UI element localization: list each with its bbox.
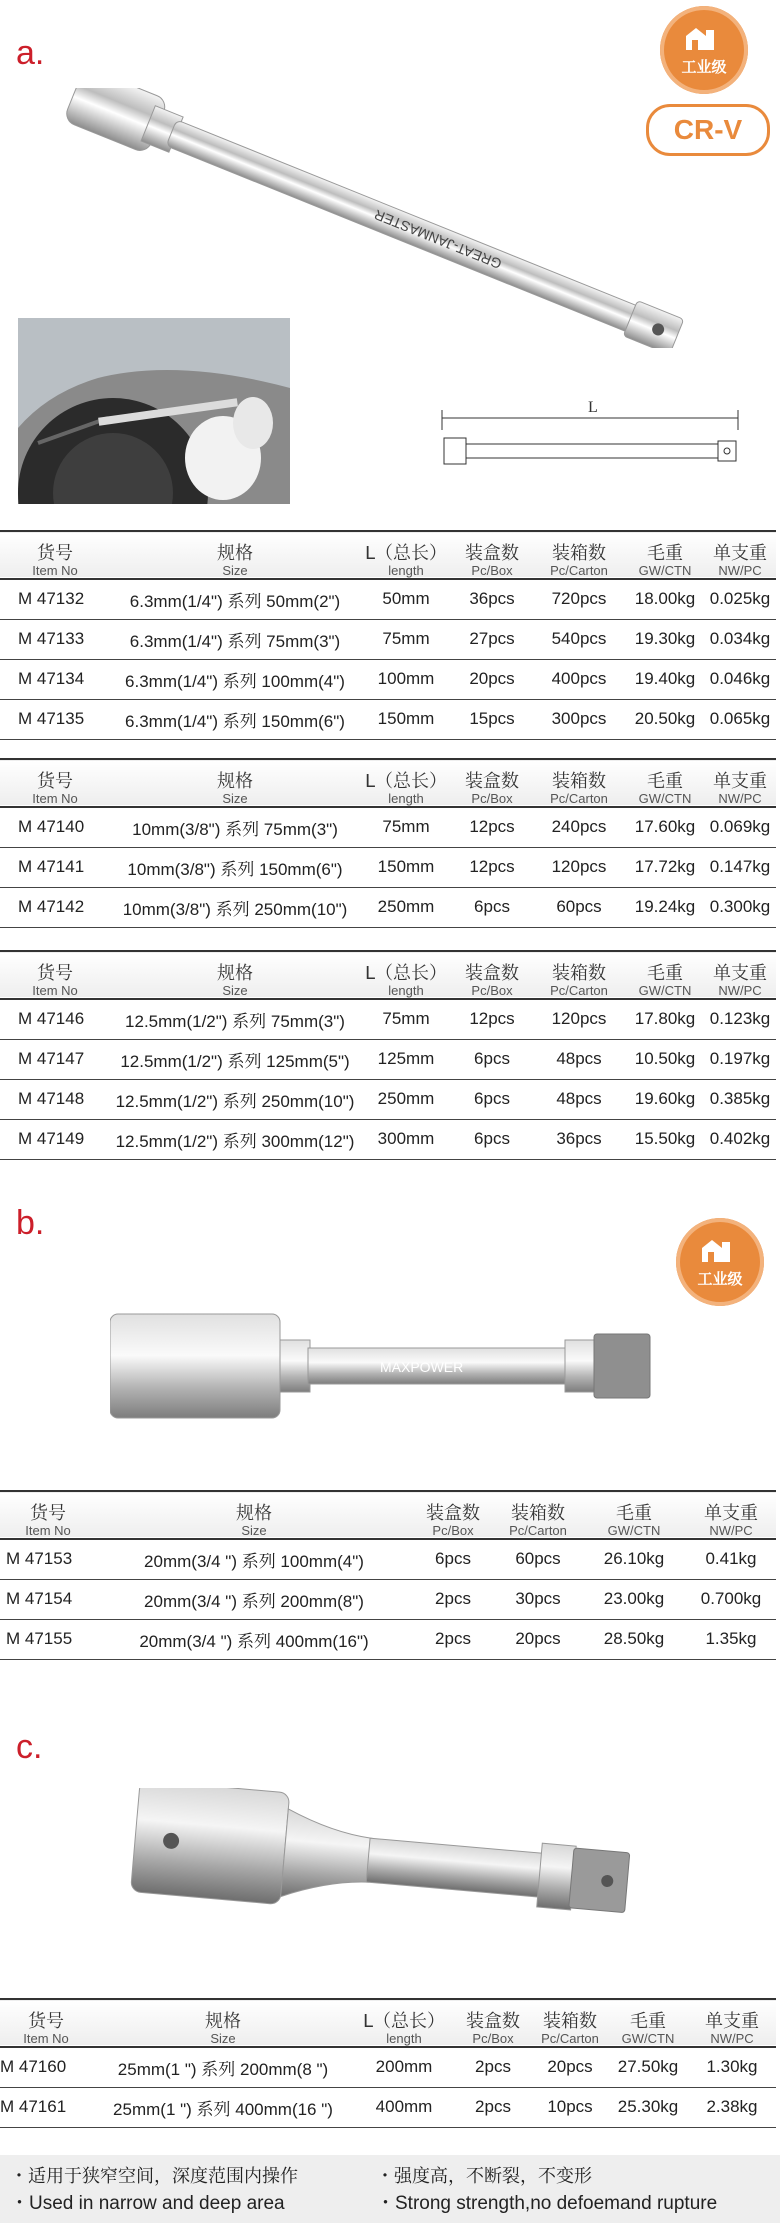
header-length: L（总长） length	[364, 543, 448, 579]
header-item-no: 货号 Item No	[32, 963, 78, 999]
spec-table-a2	[0, 758, 776, 928]
badge-label: 工业级	[697, 1270, 743, 1288]
table-row: M 47147 12.5mm(1/2") 系列 125mm(5") 125mm 6pcs 48pcs 10.50kg 0.197kg	[0, 1039, 776, 1079]
header-pc-box: 装盒数 Pc/Box	[465, 771, 519, 807]
header-pc-carton: 装箱数 Pc/Carton	[550, 543, 608, 579]
header-size: 规格 Size	[217, 963, 253, 999]
header-pc-carton: 装箱数 Pc/Carton	[509, 1503, 567, 1539]
header-pc-box: 装盒数 Pc/Box	[426, 1503, 480, 1539]
header-nw: 单支重 NW/PC	[713, 771, 767, 807]
header-size: 规格 Size	[205, 2011, 241, 2047]
header-gw: 毛重 GW/CTN	[638, 963, 692, 999]
header-pc-carton: 装箱数 Pc/Carton	[541, 2011, 599, 2047]
header-pc-box: 装盒数 Pc/Box	[465, 963, 519, 999]
header-gw: 毛重 GW/CTN	[638, 771, 692, 807]
extension-bar-image-c	[130, 1788, 650, 1938]
header-length: L（总长） length	[364, 963, 448, 999]
spec-table-a3	[0, 950, 776, 1160]
section-letter-b: b.	[16, 1204, 45, 1242]
table-row: M 47146 12.5mm(1/2") 系列 75mm(3") 75mm 12pcs 120pcs 17.80kg 0.123kg	[0, 999, 776, 1039]
feature-right-cn: ・强度高，不断裂，不变形	[376, 2166, 592, 2187]
header-item-no: 货号 Item No	[32, 543, 78, 579]
dimension-diagram	[440, 398, 740, 470]
table-row: M 47155 20mm(3/4 ") 系列 400mm(16") 2pcs 20pcs 28.50kg 1.35kg	[0, 1619, 776, 1659]
spec-table-b	[0, 1490, 776, 1660]
table-row: M 47160 25mm(1 ") 系列 200mm(8 ") 200mm 2pcs 20pcs 27.50kg 1.30kg	[0, 2047, 776, 2087]
feature-right-en: ・Strong strength,no defoemand rupture	[376, 2193, 718, 2214]
spec-table-a1	[0, 530, 776, 740]
table-row: M 47135 6.3mm(1/4") 系列 150mm(6") 150mm 15pcs 300pcs 20.50kg 0.065kg	[0, 699, 776, 739]
header-length: L（总长） length	[362, 2011, 446, 2047]
header-size: 规格 Size	[217, 771, 253, 807]
spec-table-c	[0, 1998, 776, 2128]
table-row: M 47132 6.3mm(1/4") 系列 50mm(2") 50mm 36pcs 720pcs 18.00kg 0.025kg	[0, 579, 776, 619]
header-pc-box: 装盒数 Pc/Box	[465, 543, 519, 579]
feature-right	[376, 2162, 717, 2215]
table-row: M 47142 10mm(3/8") 系列 250mm(10") 250mm 6pcs 60pcs 19.24kg 0.300kg	[0, 887, 776, 927]
table-row: M 47133 6.3mm(1/4") 系列 75mm(3") 75mm 27pcs 540pcs 19.30kg 0.034kg	[0, 619, 776, 659]
extension-bar-image-a	[60, 88, 710, 348]
table-row: M 47154 20mm(3/4 ") 系列 200mm(8") 2pcs 30pcs 23.00kg 0.700kg	[0, 1579, 776, 1619]
feature-left	[10, 2162, 298, 2215]
header-nw: 单支重 NW/PC	[713, 963, 767, 999]
header-gw: 毛重 GW/CTN	[638, 543, 692, 579]
table-row: M 47141 10mm(3/8") 系列 150mm(6") 150mm 12pcs 120pcs 17.72kg 0.147kg	[0, 847, 776, 887]
extension-bar-image-b	[110, 1306, 660, 1426]
table-row: M 47153 20mm(3/4 ") 系列 100mm(4") 6pcs 60pcs 26.10kg 0.41kg	[0, 1539, 776, 1579]
header-size: 规格 Size	[236, 1503, 272, 1539]
feature-left-en: ・Used in narrow and deep area	[10, 2193, 285, 2214]
industrial-grade-badge	[660, 6, 748, 94]
section-letter-a: a.	[16, 34, 45, 72]
header-length: L（总长） length	[364, 771, 448, 807]
dimension-label: L	[588, 399, 598, 416]
factory-icon	[684, 24, 724, 52]
table-row: M 47148 12.5mm(1/2") 系列 250mm(10") 250mm 6pcs 48pcs 19.60kg 0.385kg	[0, 1079, 776, 1119]
factory-icon	[700, 1236, 740, 1264]
header-item-no: 货号 Item No	[32, 771, 78, 807]
header-nw: 单支重 NW/PC	[704, 1503, 758, 1539]
table-row: M 47140 10mm(3/8") 系列 75mm(3") 75mm 12pcs 240pcs 17.60kg 0.069kg	[0, 807, 776, 847]
industrial-grade-badge	[676, 1218, 764, 1306]
crv-label: CR-V	[646, 104, 770, 156]
bar-engraving-b: MAXPOWER	[380, 1359, 464, 1375]
header-item-no: 货号 Item No	[25, 1503, 71, 1539]
usage-photo	[18, 318, 290, 504]
header-nw: 单支重 NW/PC	[713, 543, 767, 579]
badge-label: 工业级	[681, 58, 727, 76]
table-row: M 47161 25mm(1 ") 系列 400mm(16 ") 400mm 2pcs 10pcs 25.30kg 2.38kg	[0, 2087, 776, 2127]
header-gw: 毛重 GW/CTN	[621, 2011, 675, 2047]
header-pc-box: 装盒数 Pc/Box	[466, 2011, 520, 2047]
header-size: 规格 Size	[217, 543, 253, 579]
header-pc-carton: 装箱数 Pc/Carton	[550, 963, 608, 999]
bar-engraving-a: GREAT-JANMASTER	[371, 206, 504, 273]
header-item-no: 货号 Item No	[23, 2011, 69, 2047]
table-row: M 47134 6.3mm(1/4") 系列 100mm(4") 100mm 20pcs 400pcs 19.40kg 0.046kg	[0, 659, 776, 699]
table-row: M 47149 12.5mm(1/2") 系列 300mm(12") 300mm 6pcs 36pcs 15.50kg 0.402kg	[0, 1119, 776, 1159]
header-pc-carton: 装箱数 Pc/Carton	[550, 771, 608, 807]
header-nw: 单支重 NW/PC	[705, 2011, 759, 2047]
feature-left-cn: ・适用于狭窄空间，深度范围内操作	[10, 2166, 298, 2187]
header-gw: 毛重 GW/CTN	[607, 1503, 661, 1539]
section-letter-c: c.	[16, 1728, 43, 1766]
